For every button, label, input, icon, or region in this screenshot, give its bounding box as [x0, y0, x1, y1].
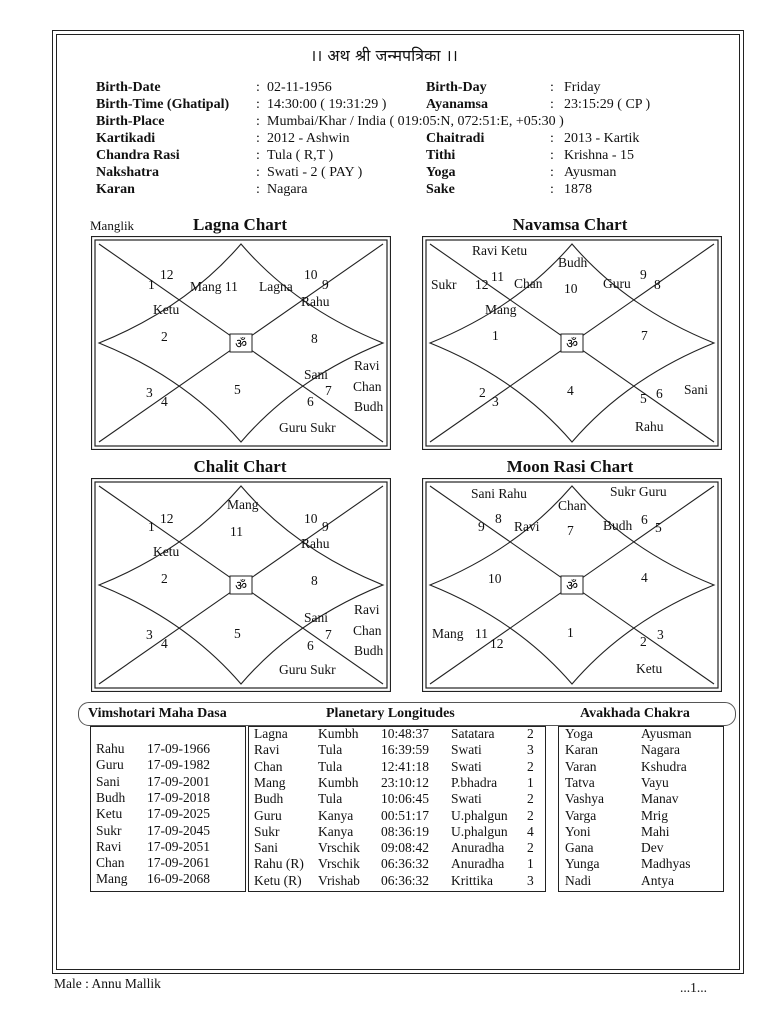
avakhada-v: Ayusman — [641, 726, 692, 741]
dasa-table — [90, 726, 246, 892]
lagna-label: Lagna — [259, 279, 293, 294]
svg-text:ॐ: ॐ — [566, 579, 578, 594]
avakhada-k: Varga — [565, 807, 597, 823]
longitude-pada: 1 — [527, 856, 534, 872]
longitude-deg: 00:51:17 — [381, 807, 430, 823]
longitude-sign: Kumbh — [318, 726, 359, 741]
longitude-sign: Tula — [318, 742, 343, 758]
birth-place-label: Birth-Place — [96, 114, 165, 129]
avakhada-v: Manav — [641, 791, 679, 807]
lagna-label: 3 — [146, 385, 153, 400]
moon-label: 12 — [490, 636, 504, 651]
longitude-deg: 09:08:42 — [381, 840, 430, 856]
dasa-planet: Rahu — [96, 741, 125, 756]
moon-label: 9 — [478, 519, 485, 534]
longitudes-header: Planetary Longitudes — [326, 706, 455, 721]
avakhada-v: Madhyas — [641, 856, 691, 872]
chalit-label: Rahu — [301, 536, 330, 551]
longitude-sign: Kanya — [318, 823, 354, 839]
lagna-label: 12 — [160, 267, 174, 282]
navamsa-label: 7 — [641, 328, 648, 343]
longitude-nak: Anuradha — [451, 840, 505, 856]
longitude-nak: Krittika — [451, 872, 493, 888]
dasa-planet: Chan — [96, 855, 125, 871]
dasa-planet: Mang — [96, 871, 128, 887]
avakhada-table — [558, 726, 724, 892]
ayanamsa-label: Ayanamsa — [426, 97, 488, 112]
longitude-deg: 10:48:37 — [381, 726, 430, 741]
navamsa-label: 6 — [656, 386, 663, 401]
longitude-planet: Guru — [254, 807, 282, 823]
birth-place-value: Mumbai/Khar / India ( 019:05:N, 072:51:E, +05:30 ) — [267, 114, 564, 129]
lagna-chart — [91, 236, 391, 450]
longitude-deg: 12:41:18 — [381, 758, 430, 774]
lagna-label: 2 — [161, 329, 168, 344]
longitude-sign: Vrschik — [318, 856, 360, 872]
navamsa-label: Guru — [603, 276, 631, 291]
navamsa-label: 8 — [654, 277, 661, 292]
moon-label: 1 — [567, 625, 574, 640]
chalit-label: Sani — [304, 610, 329, 625]
moon-label: Ketu — [636, 661, 663, 676]
moon-label: Sani Rahu — [471, 486, 527, 501]
navamsa-label: Sukr — [431, 277, 457, 292]
chalit-label: 3 — [146, 627, 153, 642]
avakhada-k: Nadi — [565, 872, 592, 888]
birth-time-value: 14:30:00 ( 19:31:29 ) — [267, 97, 387, 112]
chalit-label: Ravi — [354, 602, 380, 617]
lagna-label: 4 — [161, 394, 168, 409]
lagna-label: Chan — [353, 379, 382, 394]
avakhada-v: Nagara — [641, 742, 680, 758]
chalit-chart — [91, 478, 391, 692]
longitude-deg: 16:39:59 — [381, 742, 430, 758]
longitude-pada: 4 — [527, 823, 534, 839]
chalit-label: 9 — [322, 519, 329, 534]
longitude-pada: 1 — [527, 774, 534, 790]
longitude-deg: 08:36:19 — [381, 823, 430, 839]
lagna-label: 7 — [325, 383, 332, 398]
moon-label: 2 — [640, 634, 647, 649]
avakhada-k: Yoni — [565, 823, 591, 839]
navamsa-label: 2 — [479, 385, 486, 400]
avakhada-k: Vashya — [565, 791, 604, 807]
dasa-planet: Ketu — [96, 806, 123, 822]
longitude-pada: 2 — [527, 807, 534, 823]
longitude-planet: Chan — [254, 758, 283, 774]
dasa-date: 16-09-2068 — [147, 871, 210, 887]
moon-label: 8 — [495, 511, 502, 526]
yoga-value: Ayusman — [564, 165, 617, 180]
dasa-planet: Budh — [96, 789, 126, 805]
longitude-nak: Swati — [451, 758, 482, 774]
navamsa-label: Budh — [558, 255, 588, 270]
lagna-label: Ravi — [354, 358, 380, 373]
longitude-deg: 06:36:32 — [381, 856, 430, 872]
dasa-date: 17-09-2001 — [147, 773, 210, 789]
longitude-planet: Ravi — [254, 742, 280, 758]
moon-label: Chan — [558, 498, 587, 513]
chalit-label: Mang — [227, 497, 259, 512]
lagna-label: 10 — [304, 267, 318, 282]
longitude-nak: P.bhadra — [451, 774, 498, 790]
avakhada-v: Vayu — [641, 774, 669, 790]
avakhada-k: Yunga — [565, 856, 600, 872]
lagna-label: Budh — [354, 399, 384, 414]
longitude-pada: 3 — [527, 742, 534, 758]
navamsa-label: 10 — [564, 281, 578, 296]
longitude-deg: 06:36:32 — [381, 872, 430, 888]
longitude-planet: Ketu (R) — [254, 872, 302, 888]
dasa-date: 17-09-2061 — [147, 855, 210, 871]
navamsa-label: 3 — [492, 394, 499, 409]
yoga-label: Yoga — [426, 165, 456, 180]
longitude-deg: 10:06:45 — [381, 791, 430, 807]
longitude-pada: 2 — [527, 791, 534, 807]
footer-name: Male : Annu Mallik — [54, 976, 161, 991]
avakhada-v: Antya — [641, 872, 674, 888]
svg-text:ॐ: ॐ — [235, 579, 247, 594]
chalit-label: 8 — [311, 573, 318, 588]
longitude-planet: Rahu (R) — [254, 856, 304, 872]
moon-label: Budh — [603, 518, 633, 533]
lagna-label: 9 — [322, 277, 329, 292]
navamsa-chart — [422, 236, 722, 450]
sake-label: Sake — [426, 182, 455, 197]
longitude-nak: U.phalgun — [451, 807, 508, 823]
moon-label: Mang — [432, 626, 464, 641]
longitude-sign: Kumbh — [318, 774, 359, 790]
page-number: ...1... — [680, 980, 707, 995]
navamsa-label: Rahu — [635, 419, 664, 434]
chalit-chart-title: Chalit Chart — [193, 457, 287, 476]
avakhada-v: Kshudra — [641, 758, 687, 774]
svg-text:ॐ: ॐ — [566, 337, 578, 352]
longitude-sign: Vrschik — [318, 840, 360, 856]
avakhada-k: Yoga — [565, 726, 593, 741]
moon-label: 7 — [567, 523, 574, 538]
lagna-label: 5 — [234, 382, 241, 397]
longitude-planet: Budh — [254, 791, 284, 807]
karan-label: Karan — [96, 182, 135, 197]
chandra-rasi-value: Tula ( R,T ) — [267, 148, 334, 163]
dasa-planet: Ravi — [96, 838, 122, 854]
lagna-label: Mang 11 — [190, 279, 238, 294]
navamsa-label: 1 — [492, 328, 499, 343]
moon-label: 3 — [657, 627, 664, 642]
birth-time-label: Birth-Time (Ghatipal) — [96, 97, 230, 112]
longitude-pada: 3 — [527, 872, 534, 888]
dasa-date: 17-09-2045 — [147, 822, 210, 838]
chalit-label: Ketu — [153, 544, 180, 559]
chalit-label: 12 — [160, 511, 174, 526]
longitude-pada: 2 — [527, 840, 534, 856]
chalit-label: 1 — [148, 519, 155, 534]
longitude-sign: Tula — [318, 758, 343, 774]
avakhada-v: Dev — [641, 840, 664, 856]
page-title: ।। अथ श्री जन्मपत्रिका ।। — [310, 46, 458, 65]
kartikadi-value: 2012 - Ashwin — [267, 131, 350, 146]
lagna-label: Sani — [304, 367, 329, 382]
avakhada-k: Karan — [565, 742, 598, 758]
tithi-value: Krishna - 15 — [564, 148, 634, 163]
longitude-sign: Tula — [318, 791, 343, 807]
avakhada-v: Mahi — [641, 823, 670, 839]
avakhada-k: Gana — [565, 840, 594, 856]
moon-label: 10 — [488, 571, 502, 586]
dasa-planet: Guru — [96, 757, 124, 773]
moon-label: Sukr Guru — [610, 484, 667, 499]
moon-chart — [422, 478, 722, 692]
birth-date-value: 02-11-1956 — [267, 80, 332, 95]
longitude-deg: 23:10:12 — [381, 774, 430, 790]
dasa-date: 17-09-2018 — [147, 789, 210, 805]
chalit-label: 10 — [304, 511, 318, 526]
moon-label: Ravi — [514, 519, 540, 534]
longitude-nak: Swati — [451, 742, 482, 758]
lagna-label: 1 — [148, 277, 155, 292]
lagna-label: Ketu — [153, 302, 180, 317]
navamsa-label: Mang — [485, 302, 517, 317]
chalit-label: Guru Sukr — [279, 662, 336, 677]
karan-value: Nagara — [267, 182, 308, 197]
longitude-nak: Anuradha — [451, 856, 505, 872]
dasa-planet: Sani — [96, 773, 121, 789]
moon-chart-title: Moon Rasi Chart — [506, 457, 634, 476]
navamsa-label: 9 — [640, 267, 647, 282]
longitude-sign: Kanya — [318, 807, 354, 823]
avakhada-k: Tatva — [565, 774, 595, 790]
chandra-rasi-label: Chandra Rasi — [96, 148, 180, 163]
navamsa-label: 5 — [640, 391, 647, 406]
longitudes-table — [248, 726, 546, 892]
longitude-planet: Sukr — [254, 823, 280, 839]
chalit-label: Budh — [354, 643, 384, 658]
chalit-label: 6 — [307, 638, 314, 653]
navamsa-label: 4 — [567, 383, 574, 398]
dasa-planet: Sukr — [96, 822, 122, 838]
longitude-planet: Mang — [254, 774, 286, 790]
lagna-label: Rahu — [301, 294, 330, 309]
birth-date-label: Birth-Date — [96, 80, 161, 95]
dasa-header: Vimshotari Maha Dasa — [88, 706, 227, 721]
longitude-nak: Swati — [451, 791, 482, 807]
birth-day-label: Birth-Day — [426, 80, 487, 95]
avakhada-k: Varan — [565, 758, 597, 774]
chalit-label: 4 — [161, 636, 168, 651]
moon-label: 11 — [475, 626, 488, 641]
kartikadi-label: Kartikadi — [96, 131, 156, 146]
longitude-planet: Lagna — [254, 726, 288, 741]
chalit-label: 2 — [161, 571, 168, 586]
dasa-date: 17-09-1966 — [147, 741, 210, 756]
longitude-pada: 2 — [527, 726, 534, 741]
svg-text:ॐ: ॐ — [235, 337, 247, 352]
sake-value: 1878 — [564, 182, 592, 197]
moon-label: 6 — [641, 512, 648, 527]
lagna-chart-title: Lagna Chart — [193, 215, 287, 234]
avakhada-header: Avakhada Chakra — [580, 706, 690, 721]
tithi-label: Tithi — [426, 148, 456, 163]
longitude-nak: Satatara — [451, 726, 495, 741]
longitude-sign: Vrishab — [318, 872, 360, 888]
dasa-date: 17-09-2051 — [147, 838, 210, 854]
chalit-label: 11 — [230, 524, 243, 539]
ayanamsa-value: 23:15:29 ( CP ) — [564, 97, 651, 112]
moon-label: 5 — [655, 520, 662, 535]
nakshatra-label: Nakshatra — [96, 165, 160, 180]
chalit-label: 5 — [234, 626, 241, 641]
chalit-label: 7 — [325, 627, 332, 642]
lagna-label: Guru Sukr — [279, 420, 336, 435]
lagna-label: 6 — [307, 394, 314, 409]
birth-day-value: Friday — [564, 80, 601, 95]
chalit-label: Chan — [353, 623, 382, 638]
lagna-chart-grid — [91, 236, 391, 450]
navamsa-label: Sani — [684, 382, 709, 397]
manglik-note: Manglik — [90, 218, 135, 233]
navamsa-label: Chan — [514, 276, 543, 291]
chaitradi-value: 2013 - Kartik — [564, 131, 640, 146]
navamsa-label: 12 — [475, 277, 489, 292]
dasa-date: 17-09-2025 — [147, 806, 210, 822]
avakhada-v: Mrig — [641, 807, 668, 823]
longitude-pada: 2 — [527, 758, 534, 774]
chaitradi-label: Chaitradi — [426, 131, 485, 146]
navamsa-chart-title: Navamsa Chart — [512, 215, 628, 234]
nakshatra-value: Swati - 2 ( PAY ) — [267, 165, 363, 180]
lagna-label: 8 — [311, 331, 318, 346]
longitude-planet: Sani — [254, 840, 279, 856]
navamsa-label: 11 — [491, 269, 504, 284]
dasa-date: 17-09-1982 — [147, 757, 210, 773]
longitude-nak: U.phalgun — [451, 823, 508, 839]
navamsa-label: Ravi Ketu — [472, 243, 528, 258]
moon-label: 4 — [641, 570, 648, 585]
